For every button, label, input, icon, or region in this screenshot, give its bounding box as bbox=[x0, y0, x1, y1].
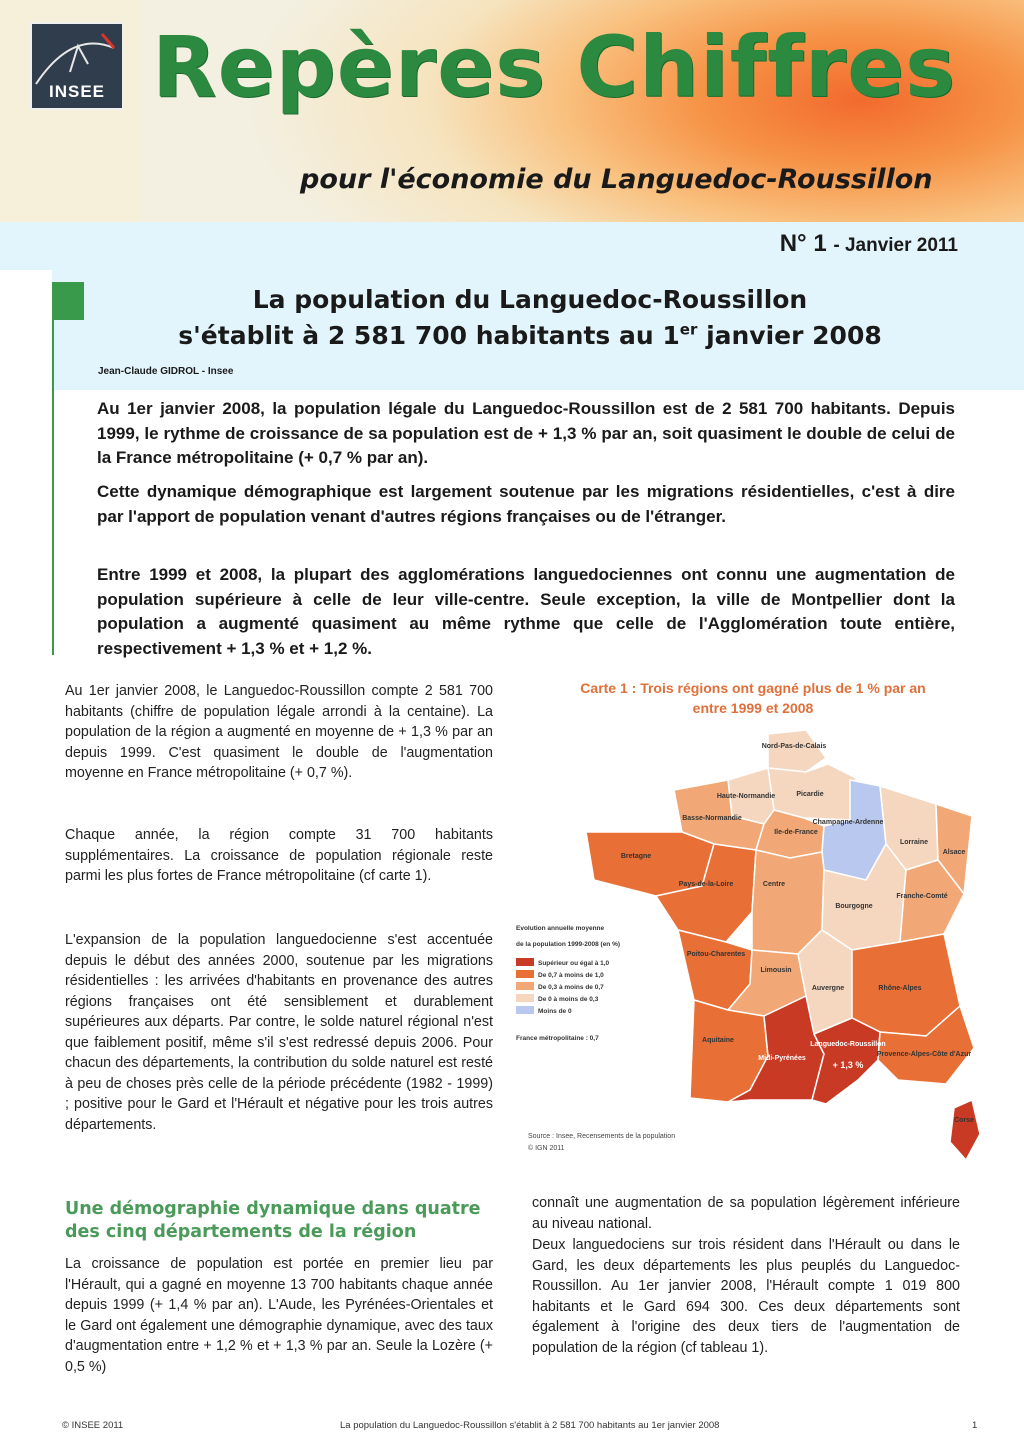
label-champagne: Champagne-Ardenne bbox=[812, 819, 884, 826]
label-auvergne: Auvergne bbox=[811, 985, 845, 992]
logo-arc-icon bbox=[32, 26, 122, 86]
publication-subtitle: pour l'économie du Languedoc-Roussillon bbox=[300, 164, 933, 195]
legend-label-3: De 0,3 à moins de 0,7 bbox=[538, 984, 604, 991]
legend-label-5: Moins de 0 bbox=[538, 1008, 572, 1015]
body-paragraph-2: Chaque année, la région compte 31 700 habitants supplémentaires. La croissance de population régionale reste parmi les plus fortes de France métropolitaine (cf carte 1). bbox=[65, 827, 493, 884]
legend-swatch-4 bbox=[516, 994, 534, 1002]
region-corse bbox=[950, 1100, 980, 1160]
body-paragraph-3: L'expansion de la population languedocienne s'est accentuée depuis le début des années 2000, soutenue par les migrations résidentielles : les arrivées d'habitants en provenance des autres régions françaises ont été sensiblement et durablement supérieures aux départs. Par contre, le solde naturel régional n'est que faiblement positif, même s'il s'est redressé depuis 2006. Pour chacun des départements, la contribution du solde naturel est resté à peu de choses près celle de la période précédente (1982 - 1999) ; positive pour le Gard et l'Hérault et négative pour les trois autres départements. bbox=[65, 932, 493, 1133]
footer-copyright: © INSEE 2011 bbox=[62, 1420, 124, 1431]
logo-text: INSEE bbox=[48, 82, 106, 101]
label-corse: Corse bbox=[954, 1117, 974, 1124]
legend-label-4: De 0 à moins de 0,3 bbox=[538, 996, 599, 1003]
section-marker bbox=[52, 282, 84, 320]
label-languedoc-value: + 1,3 % bbox=[832, 1060, 864, 1070]
headline bbox=[120, 282, 940, 354]
region-nord bbox=[768, 730, 826, 772]
map-caption: Carte 1 : Trois régions ont gagné plus de 1 % par an entre 1999 et 2008 bbox=[580, 680, 926, 716]
label-bretagne: Bretagne bbox=[620, 853, 652, 860]
section-paragraph-right-1: connaît une augmentation de sa population légèrement inférieure au niveau national. bbox=[532, 1195, 960, 1232]
footer-page-number: 1 bbox=[972, 1420, 978, 1431]
label-rhone-alpes: Rhône-Alpes bbox=[878, 985, 922, 992]
body-paragraph-1: Au 1er janvier 2008, le Languedoc-Roussillon compte 2 581 700 habitants (chiffre de population légale arrondi à la centaine). La population de la région a augmenté en moyenne de + 1,3 % par an depuis 1999. C'est quasiment le double de l'augmentation moyenne en France métropolitaine (+ 0,7 %). bbox=[65, 683, 493, 781]
label-alsace: Alsace bbox=[942, 849, 966, 856]
section-heading: Une démographie dynamique dans quatre des cinq départements de la région bbox=[65, 1199, 481, 1242]
headline-line-2: s'établit à 2 581 700 habitants au 1er janvier 2008 bbox=[178, 320, 882, 350]
issue-info bbox=[780, 230, 958, 258]
publication-title: Repères Chiffres bbox=[152, 18, 957, 116]
chapo-paragraph-1: Au 1er janvier 2008, la population légale du Languedoc-Roussillon est de 2 581 700 habitants. Depuis 1999, le rythme de croissance de sa population est de + 1,3 % par an, soit quasiment le double de celui de la France métropolitaine (+ 0,7 % par an). bbox=[97, 399, 955, 467]
label-paca: Provence-Alpes-Côte d'Azur bbox=[876, 1051, 972, 1058]
label-picardie: Picardie bbox=[796, 791, 824, 798]
map-copyright: © IGN 2011 bbox=[528, 1145, 565, 1152]
label-haute-normandie: Haute-Normandie bbox=[716, 793, 776, 800]
label-centre: Centre bbox=[762, 881, 786, 888]
france-note: France métropolitaine : 0,7 bbox=[516, 1035, 599, 1042]
legend-swatch-1 bbox=[516, 958, 534, 966]
label-bourgogne: Bourgogne bbox=[835, 903, 873, 910]
legend-swatch-3 bbox=[516, 982, 534, 990]
label-lorraine: Lorraine bbox=[899, 839, 929, 846]
issue-number: N° 1 bbox=[779, 230, 827, 257]
author: Jean-Claude GIDROL - Insee bbox=[98, 366, 234, 377]
label-limousin: Limousin bbox=[760, 967, 792, 974]
label-ile-de-france: Ile-de-France bbox=[774, 829, 818, 836]
label-midi-pyrenees: Midi-Pyrénées bbox=[758, 1055, 806, 1062]
chapo-paragraph-3: Entre 1999 et 2008, la plupart des agglomérations languedociennes ont connu une augmentation de population supérieure à celle de leur ville-centre. Seule exception, la ville de Montpellier dont la population a augmenté quasiment au même rythme que celle de l'Agglomération toute entière, respectivement + 1,3 % et + 1,2 %. bbox=[97, 565, 955, 658]
map-source: Source : Insee, Recensements de la population bbox=[528, 1133, 676, 1140]
label-poitou: Poitou-Charentes bbox=[686, 951, 746, 958]
headline-line-1: La population du Languedoc-Roussillon bbox=[252, 285, 808, 314]
label-aquitaine: Aquitaine bbox=[702, 1037, 734, 1044]
section-paragraph-right-2: Deux languedociens sur trois résident dans l'Hérault ou dans le Gard, les deux départements les plus peuplés du Languedoc-Roussillon. Au 1er janvier 2008, l'Hérault compte 1 019 800 habitants et le Gard 694 300. Ces deux départements sont également à l'origine des deux tiers de l'augmentation de population de la région (cf tableau 1). bbox=[532, 1237, 960, 1356]
legend-swatch-2 bbox=[516, 970, 534, 978]
legend-label-2: De 0,7 à moins de 1,0 bbox=[538, 972, 604, 979]
label-nord: Nord-Pas-de-Calais bbox=[761, 743, 827, 750]
legend-title-1: Evolution annuelle moyenne bbox=[516, 925, 605, 932]
label-franche-comte: Franche-Comté bbox=[896, 893, 948, 900]
label-pays-loire: Pays-de-la-Loire bbox=[678, 881, 734, 888]
issue-date: - Janvier 2011 bbox=[833, 235, 958, 256]
legend-swatch-5 bbox=[516, 1006, 534, 1014]
label-basse-normandie: Basse-Normandie bbox=[682, 815, 742, 822]
section-paragraph-left: La croissance de population est portée en premier lieu par l'Hérault, qui a gagné en moyenne 13 700 habitants chaque année depuis 1999 (+ 1,4 % par an). L'Aude, les Pyrénées-Orientales et le Gard ont également une démographie dynamique, avec des taux d'augmentation entre + 1,2 % et + 1,3 % par an. Seule la Lozère (+ 0,5 %) bbox=[65, 1256, 493, 1375]
footer-title: La population du Languedoc-Roussillon s'établit à 2 581 700 habitants au 1er janvier 2008 bbox=[340, 1420, 720, 1431]
section-rule bbox=[52, 320, 54, 655]
legend-label-1: Supérieur ou égal à 1,0 bbox=[538, 960, 610, 967]
legend-title-2: de la population 1999-2008 (en %) bbox=[516, 941, 621, 948]
chapo-paragraph-2: Cette dynamique démographique est largement soutenue par les migrations résidentielles, c'est à dire par l'apport de population venant d'autres régions françaises ou de l'étranger. bbox=[97, 482, 955, 526]
france-region-map bbox=[506, 720, 986, 1170]
label-languedoc: Languedoc-Roussillon bbox=[810, 1041, 886, 1048]
insee-logo bbox=[30, 22, 124, 110]
